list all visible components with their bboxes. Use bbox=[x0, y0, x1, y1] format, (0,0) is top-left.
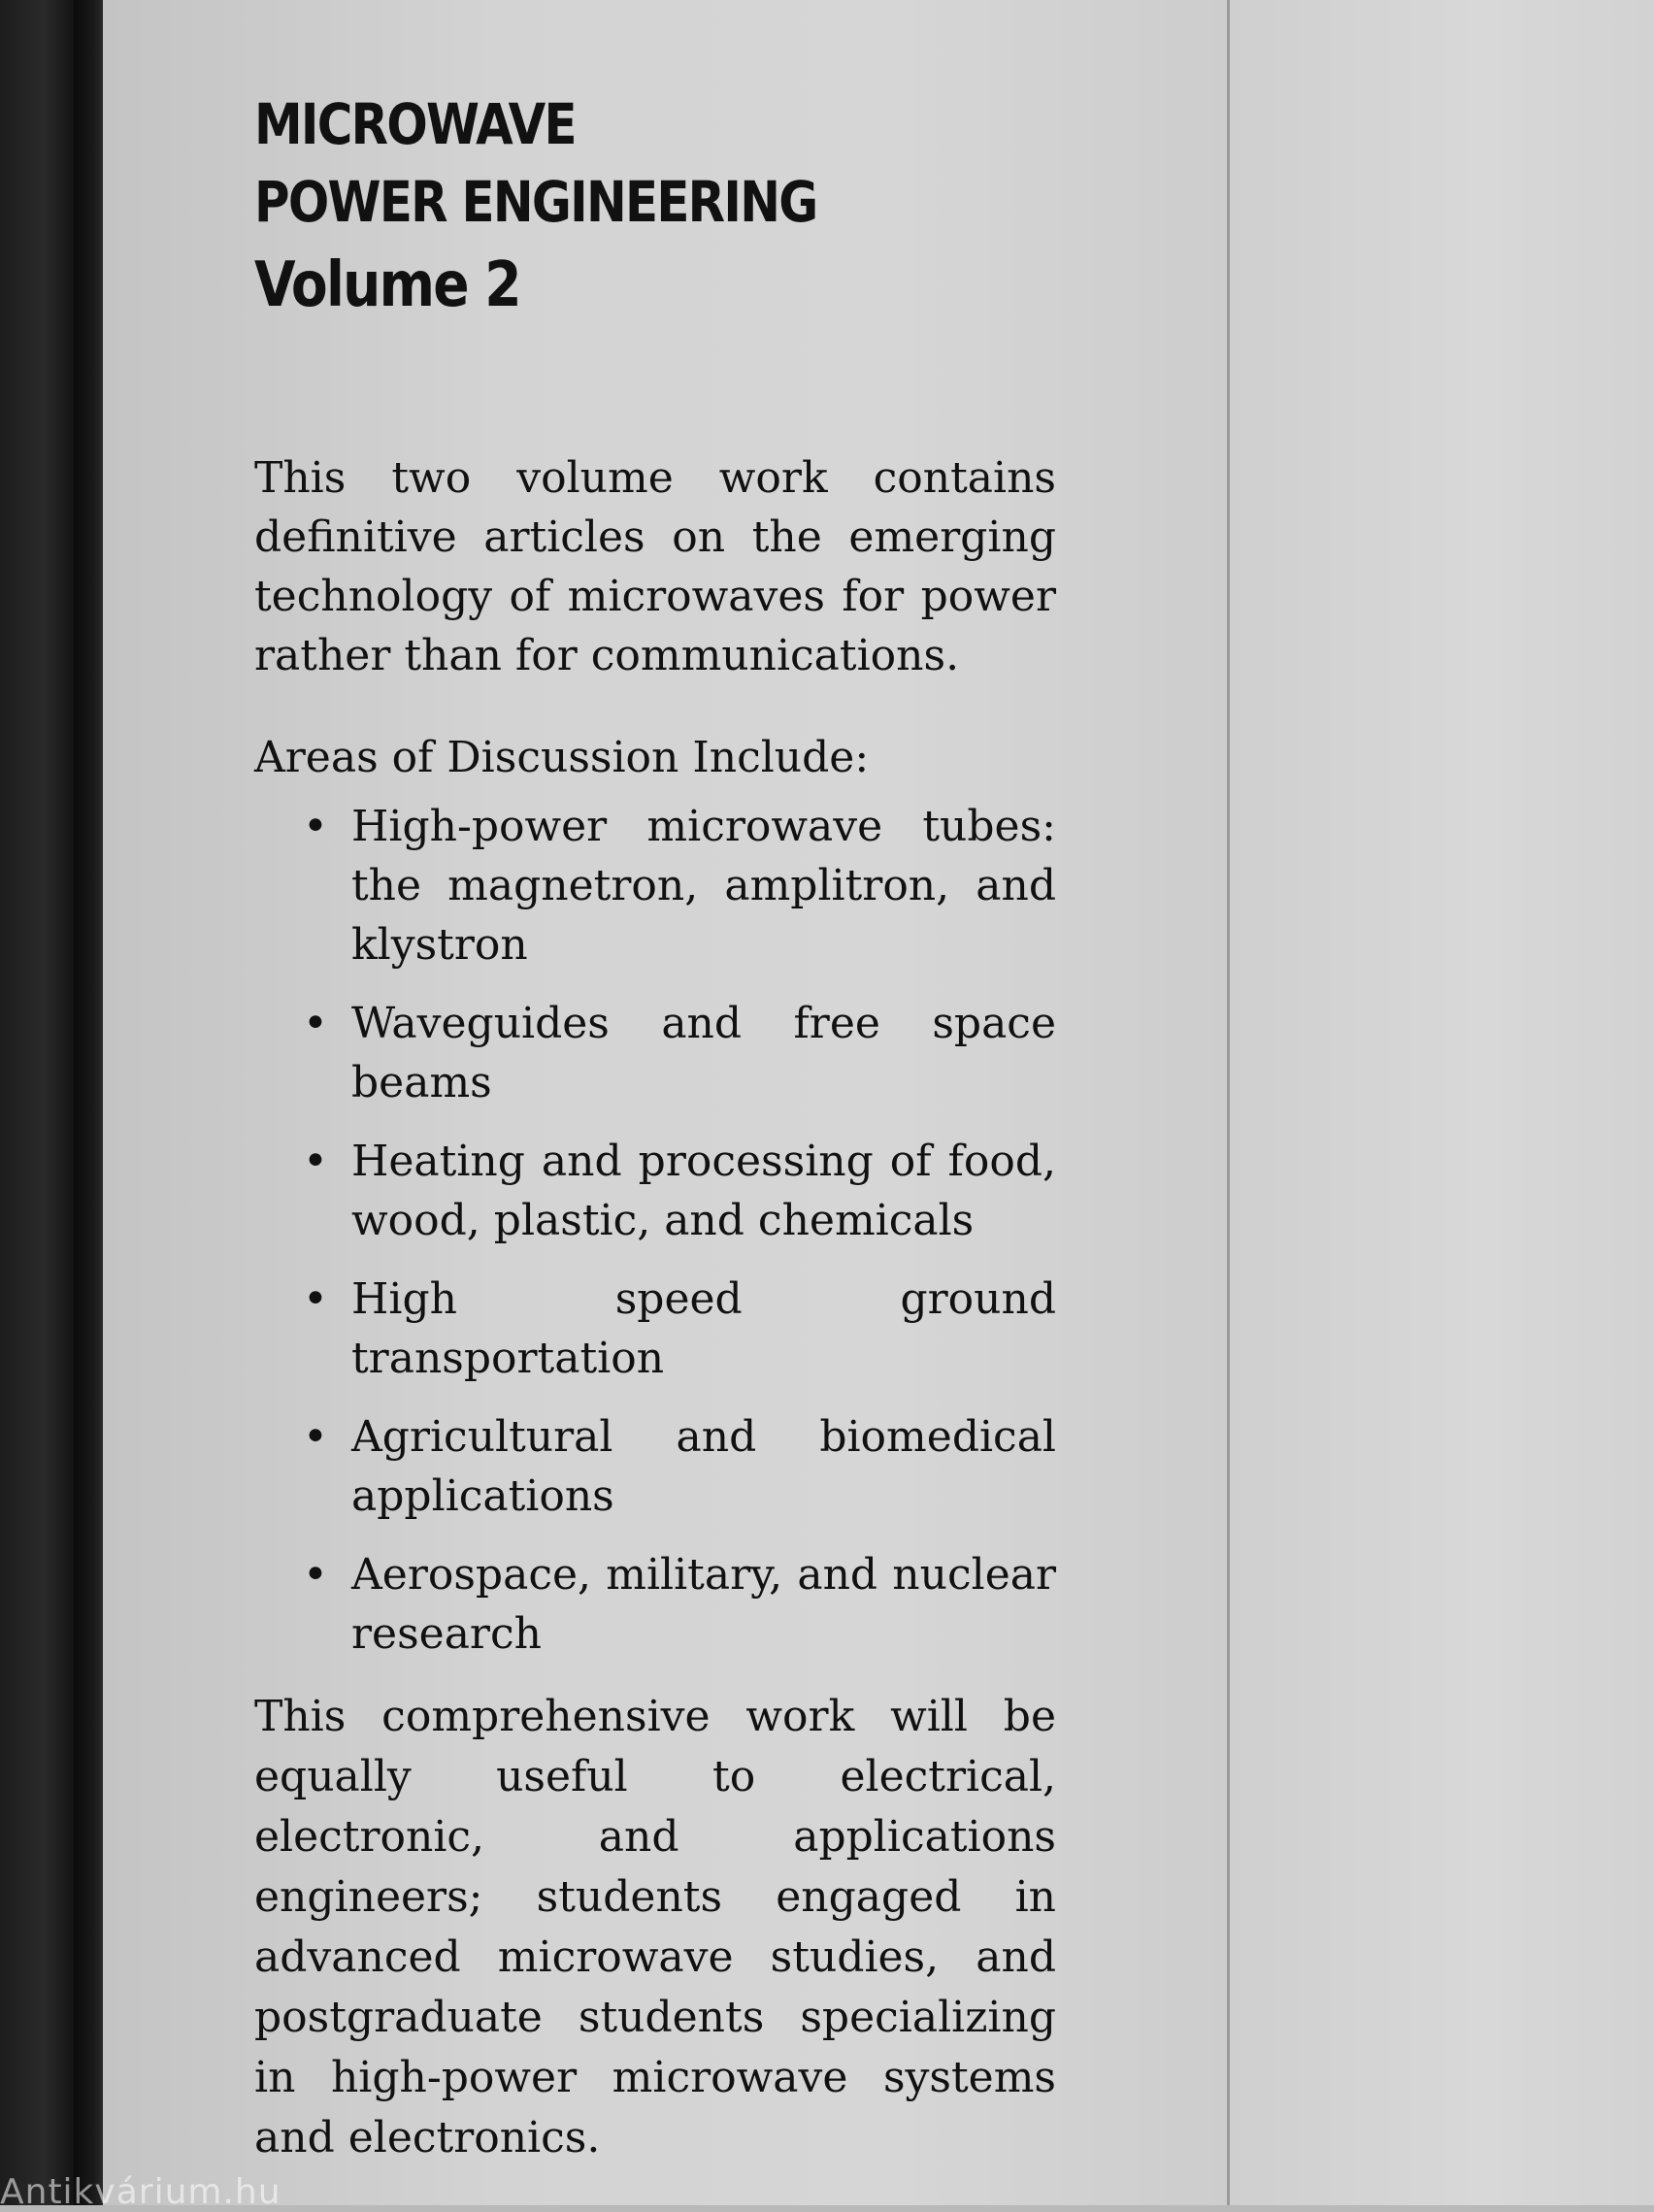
list-item bbox=[303, 994, 1056, 1112]
book-spine bbox=[0, 0, 74, 2205]
list-item bbox=[303, 1270, 1056, 1388]
list-item-text: Agricultural and biomedical applications bbox=[351, 1412, 1056, 1521]
areas-list bbox=[254, 797, 1056, 1664]
list-item-text: High-power microwave tubes: the magnetron, amplitron, and klystron bbox=[351, 802, 1056, 970]
list-item bbox=[303, 1545, 1056, 1664]
bullet-icon: • bbox=[303, 1137, 328, 1186]
list-item bbox=[303, 797, 1056, 974]
book-title bbox=[254, 85, 943, 330]
list-item bbox=[303, 1132, 1056, 1250]
bullet-icon: • bbox=[303, 1412, 328, 1462]
list-item-text: Heating and processing of food, wood, plastic, and chemicals bbox=[351, 1137, 1056, 1245]
list-item-text: Aerospace, military, and nuclear research bbox=[351, 1550, 1056, 1659]
areas-heading: Areas of Discussion Include: bbox=[254, 733, 870, 782]
spine-edge bbox=[74, 0, 103, 2205]
watermark: Antikvárium.hu bbox=[0, 2172, 281, 2212]
title-line-2: POWER ENGINEERING bbox=[254, 169, 817, 235]
bullet-icon: • bbox=[303, 1550, 328, 1600]
bullet-icon: • bbox=[303, 802, 328, 851]
title-line-1: MICROWAVE bbox=[254, 91, 576, 157]
list-item bbox=[303, 1407, 1056, 1526]
volume-label: Volume 2 bbox=[254, 249, 520, 321]
endpaper bbox=[1230, 0, 1654, 2205]
bullet-icon: • bbox=[303, 999, 328, 1048]
bullet-icon: • bbox=[303, 1274, 328, 1324]
intro-paragraph: This two volume work contains definitive articles on the emerging technology of microwaves for power rather than for communications. bbox=[254, 453, 1056, 680]
flap-text bbox=[254, 85, 1056, 2211]
list-item-text: Waveguides and free space beams bbox=[351, 999, 1056, 1107]
closing-paragraph: This comprehensive work will be equally useful to electrical, electronic, and applications engineers; students engaged in advanced microwave studies, and postgraduate students specializing in high-power microwave systems and electronics. bbox=[254, 1692, 1056, 2162]
list-item-text: High speed ground transportation bbox=[351, 1274, 1056, 1383]
